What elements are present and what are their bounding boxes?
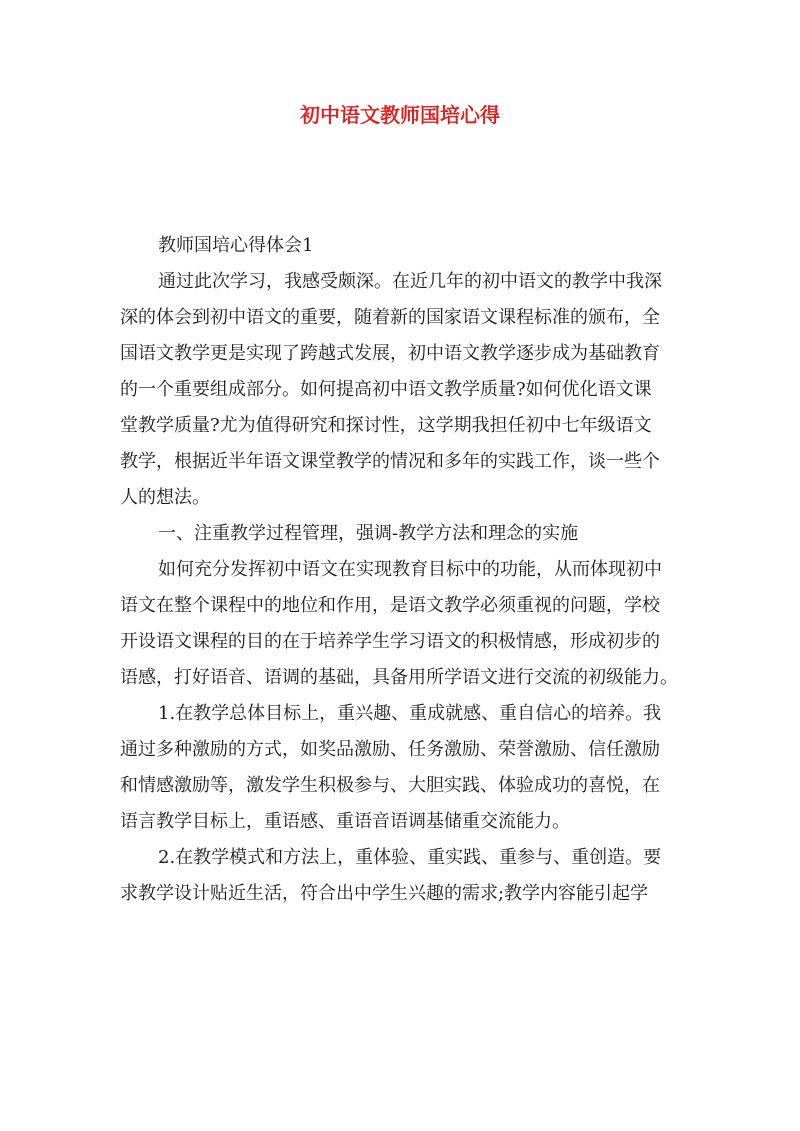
section-heading: 一、注重教学过程管理，强调-教学方法和理念的实施: [158, 523, 579, 544]
section-heading: 教师国培心得体会1: [158, 235, 314, 256]
body-paragraph: 1.在教学总体目标上，重兴趣、重成就感、重自信心的培养。我 通过多种激励的方式，如奖品激励、任务激励、荣誉激励、信任激励 和情感激励等，激发学生积极参与、大胆实践、体验成功的喜悦，在 语言教学目标上，重语感、重语音语调基储重交流能力。: [120, 703, 662, 832]
body-paragraph: 通过此次学习，我感受颇深。在近几年的初中语文的教学中我深 深的体会到初中语文的重要，随着新的国家语文课程标准的颁布，全 国语文教学更是实现了跨越式发展，初中语文教学逐步成为基础教育 的一个重要组成部分。如何提高初中语文教学质量?如何优化语文课 堂教学质量?尤为值得研究和探讨性，这学期我担任初中七年级语文 教学，根据近半年语文课堂教学的情况和多年的实践工作，谈一些个 人的想法。: [120, 271, 662, 508]
document-title: 初中语文教师国培心得: [300, 103, 500, 127]
body-paragraph: 2.在教学模式和方法上，重体验、重实践、重参与、重创造。要 求教学设计贴近生活，符合出中学生兴趣的需求;教学内容能引起学: [120, 847, 662, 904]
document-body: [120, 228, 682, 912]
body-paragraph: 如何充分发挥初中语文在实现教育目标中的功能，从而体现初中 语文在整个课程中的地位和作用，是语文教学必须重视的问题，学校 开设语文课程的目的在于培养学生学习语文的积极情感，形成初步的 语感，打好语音、语调的基础，具备用所学语文进行交流的初级能力。: [120, 559, 678, 688]
